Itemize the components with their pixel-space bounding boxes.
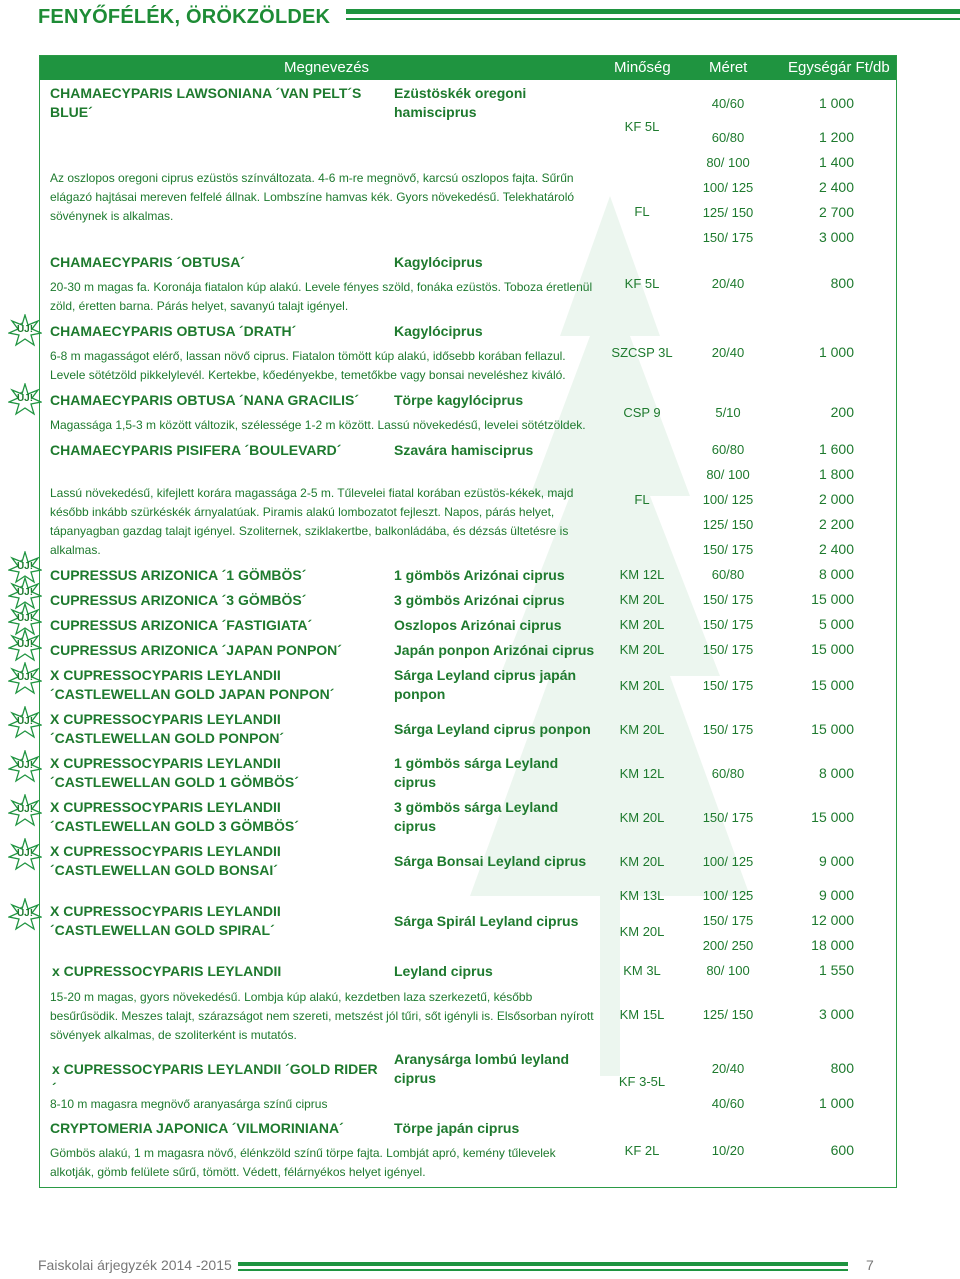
item-latin-name: X CUPRESSOCYPARIS LEYLANDII ´CASTLEWELLAN GOLD BONSAI´	[50, 843, 281, 878]
item-quality: KM 12L	[619, 766, 665, 781]
item-description: 8-10 m magasra megnövő aranyasárga színű ciprus	[50, 1097, 328, 1111]
item-latin-name: X CUPRESSOCYPARIS LEYLANDII ´CASTLEWELLAN GOLD 1 GÖMBÖS´	[50, 755, 299, 790]
item-latin-name: CHAMAECYPARIS PISIFERA ´BOULEVARD´	[50, 442, 342, 458]
new-badge	[8, 629, 42, 663]
item-size: 40/60	[711, 96, 745, 111]
item-price: 9 000	[818, 853, 854, 869]
item-latin-name: X CUPRESSOCYPARIS LEYLANDII ´CASTLEWELLAN GOLD 3 GÖMBÖS´	[50, 799, 299, 834]
price-table	[39, 55, 897, 1188]
new-badge	[8, 838, 42, 872]
item-quality: KM 20L	[619, 642, 665, 657]
item-price: 8 000	[818, 765, 854, 781]
item-quality: KF 5L	[624, 276, 660, 291]
item-price: 1 600	[818, 441, 854, 457]
item-size: 125/ 150	[702, 1007, 754, 1022]
item-quality: KM 20L	[619, 924, 665, 939]
item-size: 150/ 175	[702, 617, 754, 632]
item-price: 18 000	[811, 937, 854, 953]
item-size: 125/ 150	[702, 205, 754, 220]
footer-text: Faiskolai árjegyzék 2014 -2015	[38, 1257, 232, 1273]
item-size: 150/ 175	[702, 913, 754, 928]
item-size: 150/ 175	[702, 542, 754, 557]
item-price: 2 400	[818, 179, 854, 195]
new-badge-label: ÚJ!	[16, 672, 34, 683]
item-quality: KM 20L	[619, 678, 665, 693]
page-title: FENYŐFÉLÉK, ÖRÖKZÖLDEK	[38, 6, 331, 28]
item-latin-name: CUPRESSUS ARIZONICA ´3 GÖMBÖS´	[50, 592, 307, 608]
item-quality: KM 20L	[619, 722, 665, 737]
item-price: 1 000	[818, 1095, 854, 1111]
item-price: 1 200	[818, 129, 854, 145]
item-price: 1 400	[818, 154, 854, 170]
item-size: 60/80	[711, 442, 745, 457]
item-size: 200/ 250	[702, 938, 754, 953]
header-name: Megnevezés	[284, 59, 370, 76]
item-quality: KF 5L	[624, 119, 660, 134]
item-latin-name: x CUPRESSOCYPARIS LEYLANDII	[52, 963, 282, 979]
item-latin-name: CRYPTOMERIA JAPONICA ´VILMORINIANA´	[50, 1120, 344, 1136]
item-hungarian-name: Aranysárga lombú leyland ciprus	[394, 1051, 570, 1086]
new-badge-label: ÚJ!	[16, 639, 34, 650]
item-quality: KM 3L	[623, 963, 661, 978]
item-hungarian-name: 3 gömbös Arizónai ciprus	[394, 592, 565, 608]
item-hungarian-name: Kagylóciprus	[394, 254, 483, 270]
item-description: Az oszlopos oregoni ciprus ezüstös színváltozata. 4-6 m-re megnövő, karcsú oszlopos fajta. Sűrűn elágazó hajtásai mereven felfelé állnak. Lombszíne hamvas kék. Gyors növekedésű. Telekhatároló sövénynek is alkalmas.	[50, 171, 575, 223]
item-size: 150/ 175	[702, 592, 754, 607]
item-hungarian-name: Sárga Spirál Leyland ciprus	[394, 913, 579, 929]
item-size: 10/20	[711, 1143, 745, 1158]
item-price: 1 000	[818, 95, 854, 111]
header-price: Egységár Ft/db	[788, 59, 890, 76]
item-hungarian-name: Oszlopos Arizónai ciprus	[394, 617, 562, 633]
item-hungarian-name: Leyland ciprus	[394, 963, 493, 979]
item-size: 100/ 125	[702, 492, 754, 507]
item-price: 2 200	[818, 516, 854, 532]
item-latin-name: CUPRESSUS ARIZONICA ´1 GÖMBÖS´	[50, 567, 307, 583]
item-quality: KM 13L	[619, 888, 665, 903]
item-hungarian-name: Szavára hamisciprus	[394, 442, 534, 458]
item-price: 9 000	[818, 887, 854, 903]
new-badge	[8, 662, 42, 696]
item-quality: KM 12L	[619, 567, 665, 582]
item-size: 150/ 175	[702, 230, 754, 245]
item-latin-name: CHAMAECYPARIS ´OBTUSA´	[50, 254, 245, 270]
item-latin-name: CUPRESSUS ARIZONICA ´FASTIGIATA´	[50, 617, 313, 633]
item-hungarian-name: Törpe japán ciprus	[394, 1120, 520, 1136]
item-price: 1 000	[818, 344, 854, 360]
item-size: 80/ 100	[706, 155, 750, 170]
item-price: 15 000	[811, 721, 854, 737]
item-latin-name: CHAMAECYPARIS OBTUSA ´DRATH´	[50, 323, 297, 339]
new-badge-label: ÚJ!	[16, 324, 34, 335]
item-size: 100/ 125	[702, 888, 754, 903]
item-size: 20/40	[711, 276, 745, 291]
item-description: 15-20 m magas, gyors növekedésű. Lombja kúp alakú, kezdetben laza szerkezetű, később besűrűsödik. Meszes talajt, szárazságot nem szereti, metszést jól tűri, sőt igényli is. Elsősorban nyírott sövények alkalmas, de szoliterként is mutatós.	[50, 990, 594, 1042]
item-price: 12 000	[811, 912, 854, 928]
item-hungarian-name: 1 gömbös Arizónai ciprus	[394, 567, 565, 583]
new-badge	[8, 898, 42, 932]
item-description: Lassú növekedésű, kifejlett korára magassága 2-5 m. Tűlevelei fiatal korában ezüstös-kékek, majd később inkább szürkéskék árnyalatúak. Piramis alakú lombozatot fejleszt. Napos, párás helyet, tápanyagban gazdag talajt igényel. Szoliternek, sziklakertbe, balkonládába, és dézsás ültetésre is alkalmas.	[50, 486, 574, 557]
item-quality: KM 20L	[619, 592, 665, 607]
item-description: Gömbös alakú, 1 m magasra növő, élénkzöld színű törpe fajta. Lombját apró, kemény tűlevelek alkotják, gömb felülete sűrű, tömött. Védett, félárnyékos helyet igényel.	[50, 1146, 556, 1179]
item-price: 15 000	[811, 677, 854, 693]
item-hungarian-name: Japán ponpon Arizónai ciprus	[394, 642, 595, 658]
item-latin-name: CUPRESSUS ARIZONICA ´JAPAN PONPON´	[50, 642, 342, 658]
item-price: 200	[830, 404, 854, 420]
item-price: 2 400	[818, 541, 854, 557]
item-quality: CSP 9	[623, 405, 661, 420]
new-badge-label: ÚJ!	[16, 908, 34, 919]
new-badge	[8, 706, 42, 740]
item-size: 100/ 125	[702, 854, 754, 869]
item-size: 150/ 175	[702, 642, 754, 657]
item-size: 60/80	[711, 567, 745, 582]
new-badge-label: ÚJ!	[16, 804, 34, 815]
item-price: 8 000	[818, 566, 854, 582]
item-hungarian-name: Kagylóciprus	[394, 323, 483, 339]
item-quality: KF 3-5L	[618, 1074, 666, 1089]
item-size: 150/ 175	[702, 678, 754, 693]
item-size: 150/ 175	[702, 810, 754, 825]
item-description: Magassága 1,5-3 m között változik, szélessége 1-2 m között. Lassú növekedésű, levelei sötétzöldek.	[50, 418, 586, 432]
new-badge	[8, 794, 42, 828]
item-price: 3 000	[818, 1006, 854, 1022]
header-stripe-thin	[346, 18, 960, 20]
item-price: 1 800	[818, 466, 854, 482]
item-latin-name: X CUPRESSOCYPARIS LEYLANDII ´CASTLEWELLAN GOLD PONPON´	[50, 711, 285, 746]
item-latin-name: X CUPRESSOCYPARIS LEYLANDII ´CASTLEWELLAN GOLD JAPAN PONPON´	[50, 667, 335, 702]
item-description: 20-30 m magas fa. Koronája fiatalon kúp alakú. Levele fényes szöld, fonáka ezüstös. Toboza éretlenül zöld, éretten barna. Párás helyet, savanyú talajt igényel.	[50, 280, 593, 313]
item-hungarian-name: 1 gömbös sárga Leyland ciprus	[394, 755, 559, 790]
item-price: 3 000	[818, 229, 854, 245]
item-price: 1 550	[818, 962, 854, 978]
item-size: 100/ 125	[702, 180, 754, 195]
item-quality: FL	[634, 492, 650, 507]
item-size: 20/40	[711, 345, 745, 360]
item-hungarian-name: Ezüstöskék oregoni hamisciprus	[394, 85, 527, 120]
new-badge	[8, 314, 42, 348]
item-size: 80/ 100	[706, 467, 750, 482]
new-badge-label: ÚJ!	[16, 587, 34, 598]
header-stripe	[346, 9, 960, 14]
item-price: 5 000	[818, 616, 854, 632]
item-hungarian-name: Sárga Leyland ciprus japán ponpon	[394, 667, 577, 702]
item-quality: SZCSP 3L	[611, 345, 673, 360]
new-badge-label: ÚJ!	[16, 561, 34, 572]
item-hungarian-name: Sárga Leyland ciprus ponpon	[394, 721, 591, 737]
item-latin-name: CHAMAECYPARIS LAWSONIANA ´VAN PELT´S BLUE´	[50, 85, 362, 120]
item-size: 20/40	[711, 1061, 745, 1076]
new-badge	[8, 750, 42, 784]
item-size: 80/ 100	[706, 963, 750, 978]
footer-stripe	[238, 1262, 848, 1266]
item-hungarian-name: 3 gömbös sárga Leyland ciprus	[394, 799, 559, 834]
new-badge-label: ÚJ!	[16, 848, 34, 859]
item-size: 5/10	[715, 405, 741, 420]
item-latin-name: CHAMAECYPARIS OBTUSA ´NANA GRACILIS´	[50, 392, 360, 408]
item-size: 40/60	[711, 1096, 745, 1111]
item-price: 600	[830, 1142, 854, 1158]
item-latin-name: x CUPRESSOCYPARIS LEYLANDII ´GOLD RIDER´	[52, 1061, 378, 1096]
item-price: 2 000	[818, 491, 854, 507]
new-badge-label: ÚJ!	[16, 393, 34, 404]
item-size: 60/80	[711, 766, 745, 781]
item-quality: KM 20L	[619, 810, 665, 825]
page-number: 7	[866, 1257, 874, 1273]
item-quality: KM 20L	[619, 854, 665, 869]
item-latin-name: X CUPRESSOCYPARIS LEYLANDII ´CASTLEWELLAN GOLD SPIRAL´	[50, 903, 281, 938]
footer-stripe-thin	[238, 1269, 848, 1271]
header-size: Méret	[709, 59, 748, 76]
item-price: 15 000	[811, 591, 854, 607]
item-price: 15 000	[811, 809, 854, 825]
item-size: 150/ 175	[702, 722, 754, 737]
item-hungarian-name: Törpe kagylóciprus	[394, 392, 524, 408]
item-quality: KF 2L	[624, 1143, 660, 1158]
item-price: 800	[830, 275, 854, 291]
item-quality: KM 15L	[619, 1007, 665, 1022]
item-quality: KM 20L	[619, 617, 665, 632]
item-price: 2 700	[818, 204, 854, 220]
item-quality: FL	[634, 204, 650, 219]
new-badge-label: ÚJ!	[16, 760, 34, 771]
item-size: 60/80	[711, 130, 745, 145]
item-description: 6-8 m magasságot elérő, lassan növő ciprus. Fiatalon tömött kúp alakú, idősebb korában fellazul. Levele sötétzöld pikkelylevél. Kertekbe, kőedényekbe, temetőkbe vagy bonsai neveléshez kiváló.	[50, 349, 566, 382]
item-hungarian-name: Sárga Bonsai Leyland ciprus	[394, 853, 587, 869]
item-size: 125/ 150	[702, 517, 754, 532]
new-badge	[8, 383, 42, 417]
table-header	[40, 56, 896, 80]
item-price: 800	[830, 1060, 854, 1076]
header-quality: Minőség	[614, 59, 671, 76]
new-badge-label: ÚJ!	[16, 613, 34, 624]
new-badge-label: ÚJ!	[16, 716, 34, 727]
item-price: 15 000	[811, 641, 854, 657]
